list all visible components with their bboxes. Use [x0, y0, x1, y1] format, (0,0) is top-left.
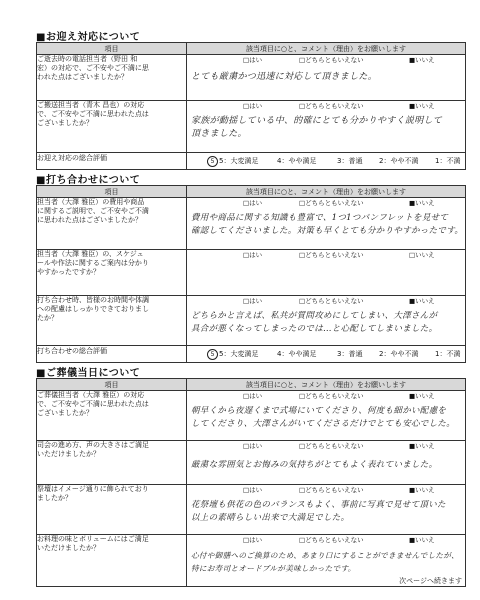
- option-yes[interactable]: □はい: [243, 392, 263, 400]
- answer-options: [187, 198, 465, 208]
- rating-4[interactable]: 4：やや満足: [277, 157, 317, 165]
- rating-5[interactable]: 5：大変満足: [219, 157, 259, 165]
- question-cell: お料理の味とボリュームにはご満足 いただけましたか？: [37, 535, 187, 587]
- answer-options: [187, 296, 465, 306]
- section-title-pickup: ■お迎え対応について: [36, 32, 141, 43]
- option-no[interactable]: ■いいえ: [409, 486, 435, 494]
- selected-rating-circle[interactable]: 5: [207, 349, 218, 360]
- overall-rating-row: [37, 346, 466, 363]
- answer-cell: [187, 101, 466, 153]
- answer-cell: [187, 55, 466, 101]
- question-cell: 祭壇はイメージ通りに飾られており ましたか？: [37, 485, 187, 535]
- column-header-answer: 該当項目に○と、コメント（理由）をお願いします: [187, 379, 466, 391]
- option-yes[interactable]: □はい: [243, 102, 263, 110]
- handwritten-comment: 心付や御膳へのご換算のため、あまり口にすることができませんでしたが、 特にお寿司とオードブルが美味しかったです。: [191, 551, 460, 573]
- table-row: [37, 198, 466, 250]
- meeting-table: [36, 185, 466, 363]
- answer-options: [187, 55, 465, 65]
- table-row: [37, 250, 466, 296]
- rating-cell: [187, 346, 466, 363]
- overall-label: 打ち合わせの総合評価: [37, 346, 187, 363]
- rating-5[interactable]: 5：大変満足: [219, 350, 259, 358]
- option-no[interactable]: ■いいえ: [409, 102, 435, 110]
- column-header-item: 項目: [37, 379, 187, 391]
- column-header-answer: 該当項目に○と、コメント（理由）をお願いします: [187, 186, 466, 198]
- option-yes[interactable]: □はい: [243, 442, 263, 450]
- option-no[interactable]: ■いいえ: [409, 536, 435, 544]
- column-header-item: 項目: [37, 186, 187, 198]
- option-no[interactable]: ■いいえ: [409, 392, 435, 400]
- handwritten-comment: 花祭壇も供花の色のバランスもよく、事前に写真で見せて頂いた 以上の素晴らしい出来で大満足でした。: [191, 500, 446, 523]
- option-neutral[interactable]: □どちらともいえない: [299, 536, 364, 544]
- option-neutral[interactable]: □どちらともいえない: [299, 486, 364, 494]
- selected-rating-circle[interactable]: 5: [207, 156, 218, 167]
- option-no[interactable]: ■いいえ: [409, 442, 435, 450]
- option-yes[interactable]: □はい: [243, 251, 263, 259]
- option-neutral[interactable]: □どちらともいえない: [299, 56, 364, 64]
- rating-3[interactable]: 3：普通: [337, 157, 363, 165]
- option-yes[interactable]: □はい: [243, 486, 263, 494]
- question-cell: 司会の進め方、声の大きさはご満足 いただけましたか？: [37, 441, 187, 485]
- table-row: [37, 391, 466, 441]
- table-row: [37, 55, 466, 101]
- answer-cell: [187, 485, 466, 535]
- option-yes[interactable]: □はい: [243, 297, 263, 305]
- rating-scale: [187, 153, 465, 169]
- question-cell: ご搬送担当者（青木 昌也）の対応 で、ご不安やご不満に思われた点は ございましたか？: [37, 101, 187, 153]
- overall-rating-row: [37, 153, 466, 170]
- handwritten-comment: 費用や商品に関する知識も豊富で、1つ1つパンフレットを見せて 確認してくださいました。対策も早くとても分かりやすかったです。: [191, 213, 464, 236]
- handwritten-comment: どちらかと言えば、私共が質問攻めにしてしまい、大澤さんが 具合が悪くなってしまったのでは…と心配してしまいました。: [191, 311, 438, 334]
- funeral-day-table: [36, 378, 466, 587]
- question-cell: ご逝去時の電話担当者（野田 和 宏）の対応で、ご不安やご不満に思 われた点はございましたか？: [37, 55, 187, 101]
- table-row: [37, 101, 466, 153]
- question-cell: 打ち合わせ時、皆様のお時間や体調 への配慮はしっかりできておりまし たか？: [37, 296, 187, 346]
- rating-1[interactable]: 1：不満: [435, 157, 461, 165]
- answer-cell: [187, 296, 466, 346]
- rating-2[interactable]: 2：やや不満: [379, 350, 419, 358]
- rating-2[interactable]: 2：やや不満: [379, 157, 419, 165]
- answer-cell: [187, 441, 466, 485]
- option-neutral[interactable]: □どちらともいえない: [299, 297, 364, 305]
- rating-3[interactable]: 3：普通: [337, 350, 363, 358]
- answer-options: [187, 391, 465, 401]
- handwritten-comment: 朝早くから夜遅くまで式場にいてくださり、何度も細かい配慮を してくださり、大澤さんがいてくださるだけでとても安心でした。: [191, 406, 456, 429]
- option-no[interactable]: □いいえ: [409, 251, 435, 259]
- rating-cell: [187, 153, 466, 170]
- option-neutral[interactable]: □どちらともいえない: [299, 102, 364, 110]
- option-yes[interactable]: □はい: [243, 536, 263, 544]
- option-neutral[interactable]: □どちらともいえない: [299, 392, 364, 400]
- handwritten-comment: 厳粛な雰囲気とお悔みの気持ちがとてもよく表れていました。: [191, 460, 438, 470]
- answer-options: [187, 485, 465, 495]
- rating-1[interactable]: 1：不満: [435, 350, 461, 358]
- table-row: [37, 296, 466, 346]
- rating-4[interactable]: 4：やや満足: [277, 350, 317, 358]
- question-cell: ご葬儀担当者（大澤 雅臣）の対応 で、ご不安やご不満に思われた点は ございましたか？: [37, 391, 187, 441]
- answer-options: [187, 441, 465, 451]
- table-row: [37, 485, 466, 535]
- option-no[interactable]: ■いいえ: [409, 199, 435, 207]
- option-no[interactable]: ■いいえ: [409, 297, 435, 305]
- question-cell: 担当者（大澤 雅臣）の、スケジュ ールや作法に関するご案内は分かり やすかったですか？: [37, 250, 187, 296]
- option-neutral[interactable]: □どちらともいえない: [299, 442, 364, 450]
- column-header-answer: 該当項目に○と、コメント（理由）をお願いします: [187, 43, 466, 55]
- section-title-meeting: ■打ち合わせについて: [36, 175, 141, 186]
- rating-scale: [187, 346, 465, 362]
- continued-next-page-note: 次ページへ続きます: [399, 577, 462, 585]
- table-row: [37, 441, 466, 485]
- answer-options: [187, 101, 465, 111]
- column-header-item: 項目: [37, 43, 187, 55]
- section-title-funeral-day: ■ご葬儀当日について: [36, 368, 141, 379]
- answer-options: [187, 535, 465, 545]
- answer-cell: [187, 250, 466, 296]
- overall-label: お迎え対応の総合評価: [37, 153, 187, 170]
- option-yes[interactable]: □はい: [243, 199, 263, 207]
- answer-cell: [187, 198, 466, 250]
- answer-cell: [187, 391, 466, 441]
- option-yes[interactable]: □はい: [243, 56, 263, 64]
- option-no[interactable]: ■いいえ: [409, 56, 435, 64]
- question-cell: 担当者（大澤 雅臣）の費用や商品 に関するご説明で、ご不安やご不満 に思われた点はございましたか？: [37, 198, 187, 250]
- pickup-table: [36, 42, 466, 170]
- handwritten-comment: とても厳粛かつ迅速に対応して頂きました。: [191, 72, 378, 82]
- option-neutral[interactable]: □どちらともいえない: [299, 251, 364, 259]
- answer-options: [187, 250, 465, 260]
- option-neutral[interactable]: □どちらともいえない: [299, 199, 364, 207]
- handwritten-comment: 家族が動揺している中、的確にとても分かりやすく説明して 頂きました。: [191, 116, 443, 139]
